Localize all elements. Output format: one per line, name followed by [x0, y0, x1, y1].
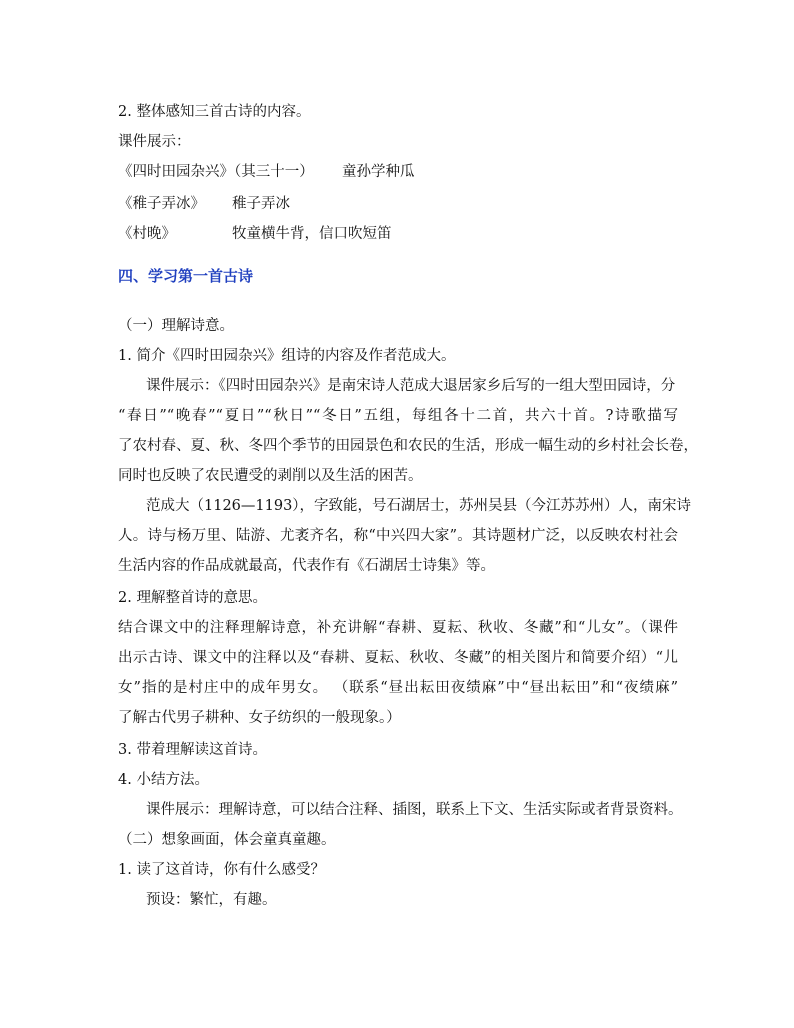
paragraph-line: 女”指的是村庄中的成年男女。 （联系“昼出耘田夜绩麻”中“昼出耘田”和“夜绩麻”: [118, 680, 678, 696]
poem-line: 童孙学种瓜: [342, 164, 415, 180]
list-item: 1. 读了这首诗，你有什么感受？: [118, 862, 325, 878]
paragraph-line: “春日”“晚春”“夏日”“秋日”“冬日”五组，每组各十二首，共六十首。?诗歌描写: [118, 408, 678, 424]
poem-line: 稚子弄冰: [232, 196, 290, 212]
poem-row: [118, 194, 205, 214]
poem-row: [118, 162, 314, 182]
preset-answer: 预设：繁忙，有趣。: [146, 892, 277, 908]
list-item: 4. 小结方法。: [118, 772, 209, 788]
list-item: 2. 理解整首诗的意思。: [118, 590, 267, 606]
poem-line: 牧童横牛背，信口吹短笛: [232, 226, 392, 242]
paragraph-line: 范成大（1126—1193），字致能，号石湖居士，苏州吴县（今江苏苏州）人，南宋诗: [146, 498, 692, 514]
paragraph-line: 生活内容的作品成就最高，代表作有《石湖居士诗集》等。: [118, 558, 495, 574]
summary-line: 课件展示：理解诗意，可以结合注释、插图，联系上下文、生活实际或者背景资料。: [146, 802, 683, 818]
poem-row: [118, 224, 176, 244]
subsection-heading: （一）理解诗意。: [118, 318, 234, 334]
paragraph-line: 同时也反映了农民遭受的剥削以及生活的困苦。: [118, 468, 423, 484]
section-heading: 四、学习第一首古诗: [118, 267, 254, 285]
list-item: 3. 带着理解读这首诗。: [118, 742, 267, 758]
paragraph-line: 结合课文中的注释理解诗意，补充讲解“春耕、夏耘、秋收、冬藏”和“儿女”。（课件: [118, 620, 678, 636]
paragraph-line: 出示古诗、课文中的注释以及“春耕、夏耘、秋收、冬藏”的相关图片和简要介绍）“儿: [118, 650, 678, 666]
paragraph-line: 人。诗与杨万里、陆游、尤袤齐名，称“中兴四大家”。其诗题材广泛，以反映农村社会: [118, 528, 678, 544]
list-item: 1. 简介《四时田园杂兴》组诗的内容及作者范成大。: [118, 348, 456, 364]
item-overall-perception: 2. 整体感知三首古诗的内容。: [118, 104, 311, 120]
paragraph-line: 了解古代男子耕种、女子纺织的一般现象。）: [118, 710, 401, 726]
paragraph-line: 了农村春、夏、秋、冬四个季节的田园景色和农民的生活，形成一幅生动的乡村社会长卷，: [118, 438, 698, 454]
poem-title: 《村晚》: [118, 226, 176, 242]
poem-title: 《四时田园杂兴》（其三十一）: [118, 164, 314, 180]
subsection-heading: （二）想象画面，体会童真童趣。: [118, 832, 336, 848]
paragraph-line: 课件展示：《四时田园杂兴》是南宋诗人范成大退居家乡后写的一组大型田园诗，分: [146, 378, 676, 394]
poem-title: 《稚子弄冰》: [118, 196, 205, 212]
courseware-label: 课件展示：: [118, 134, 191, 150]
